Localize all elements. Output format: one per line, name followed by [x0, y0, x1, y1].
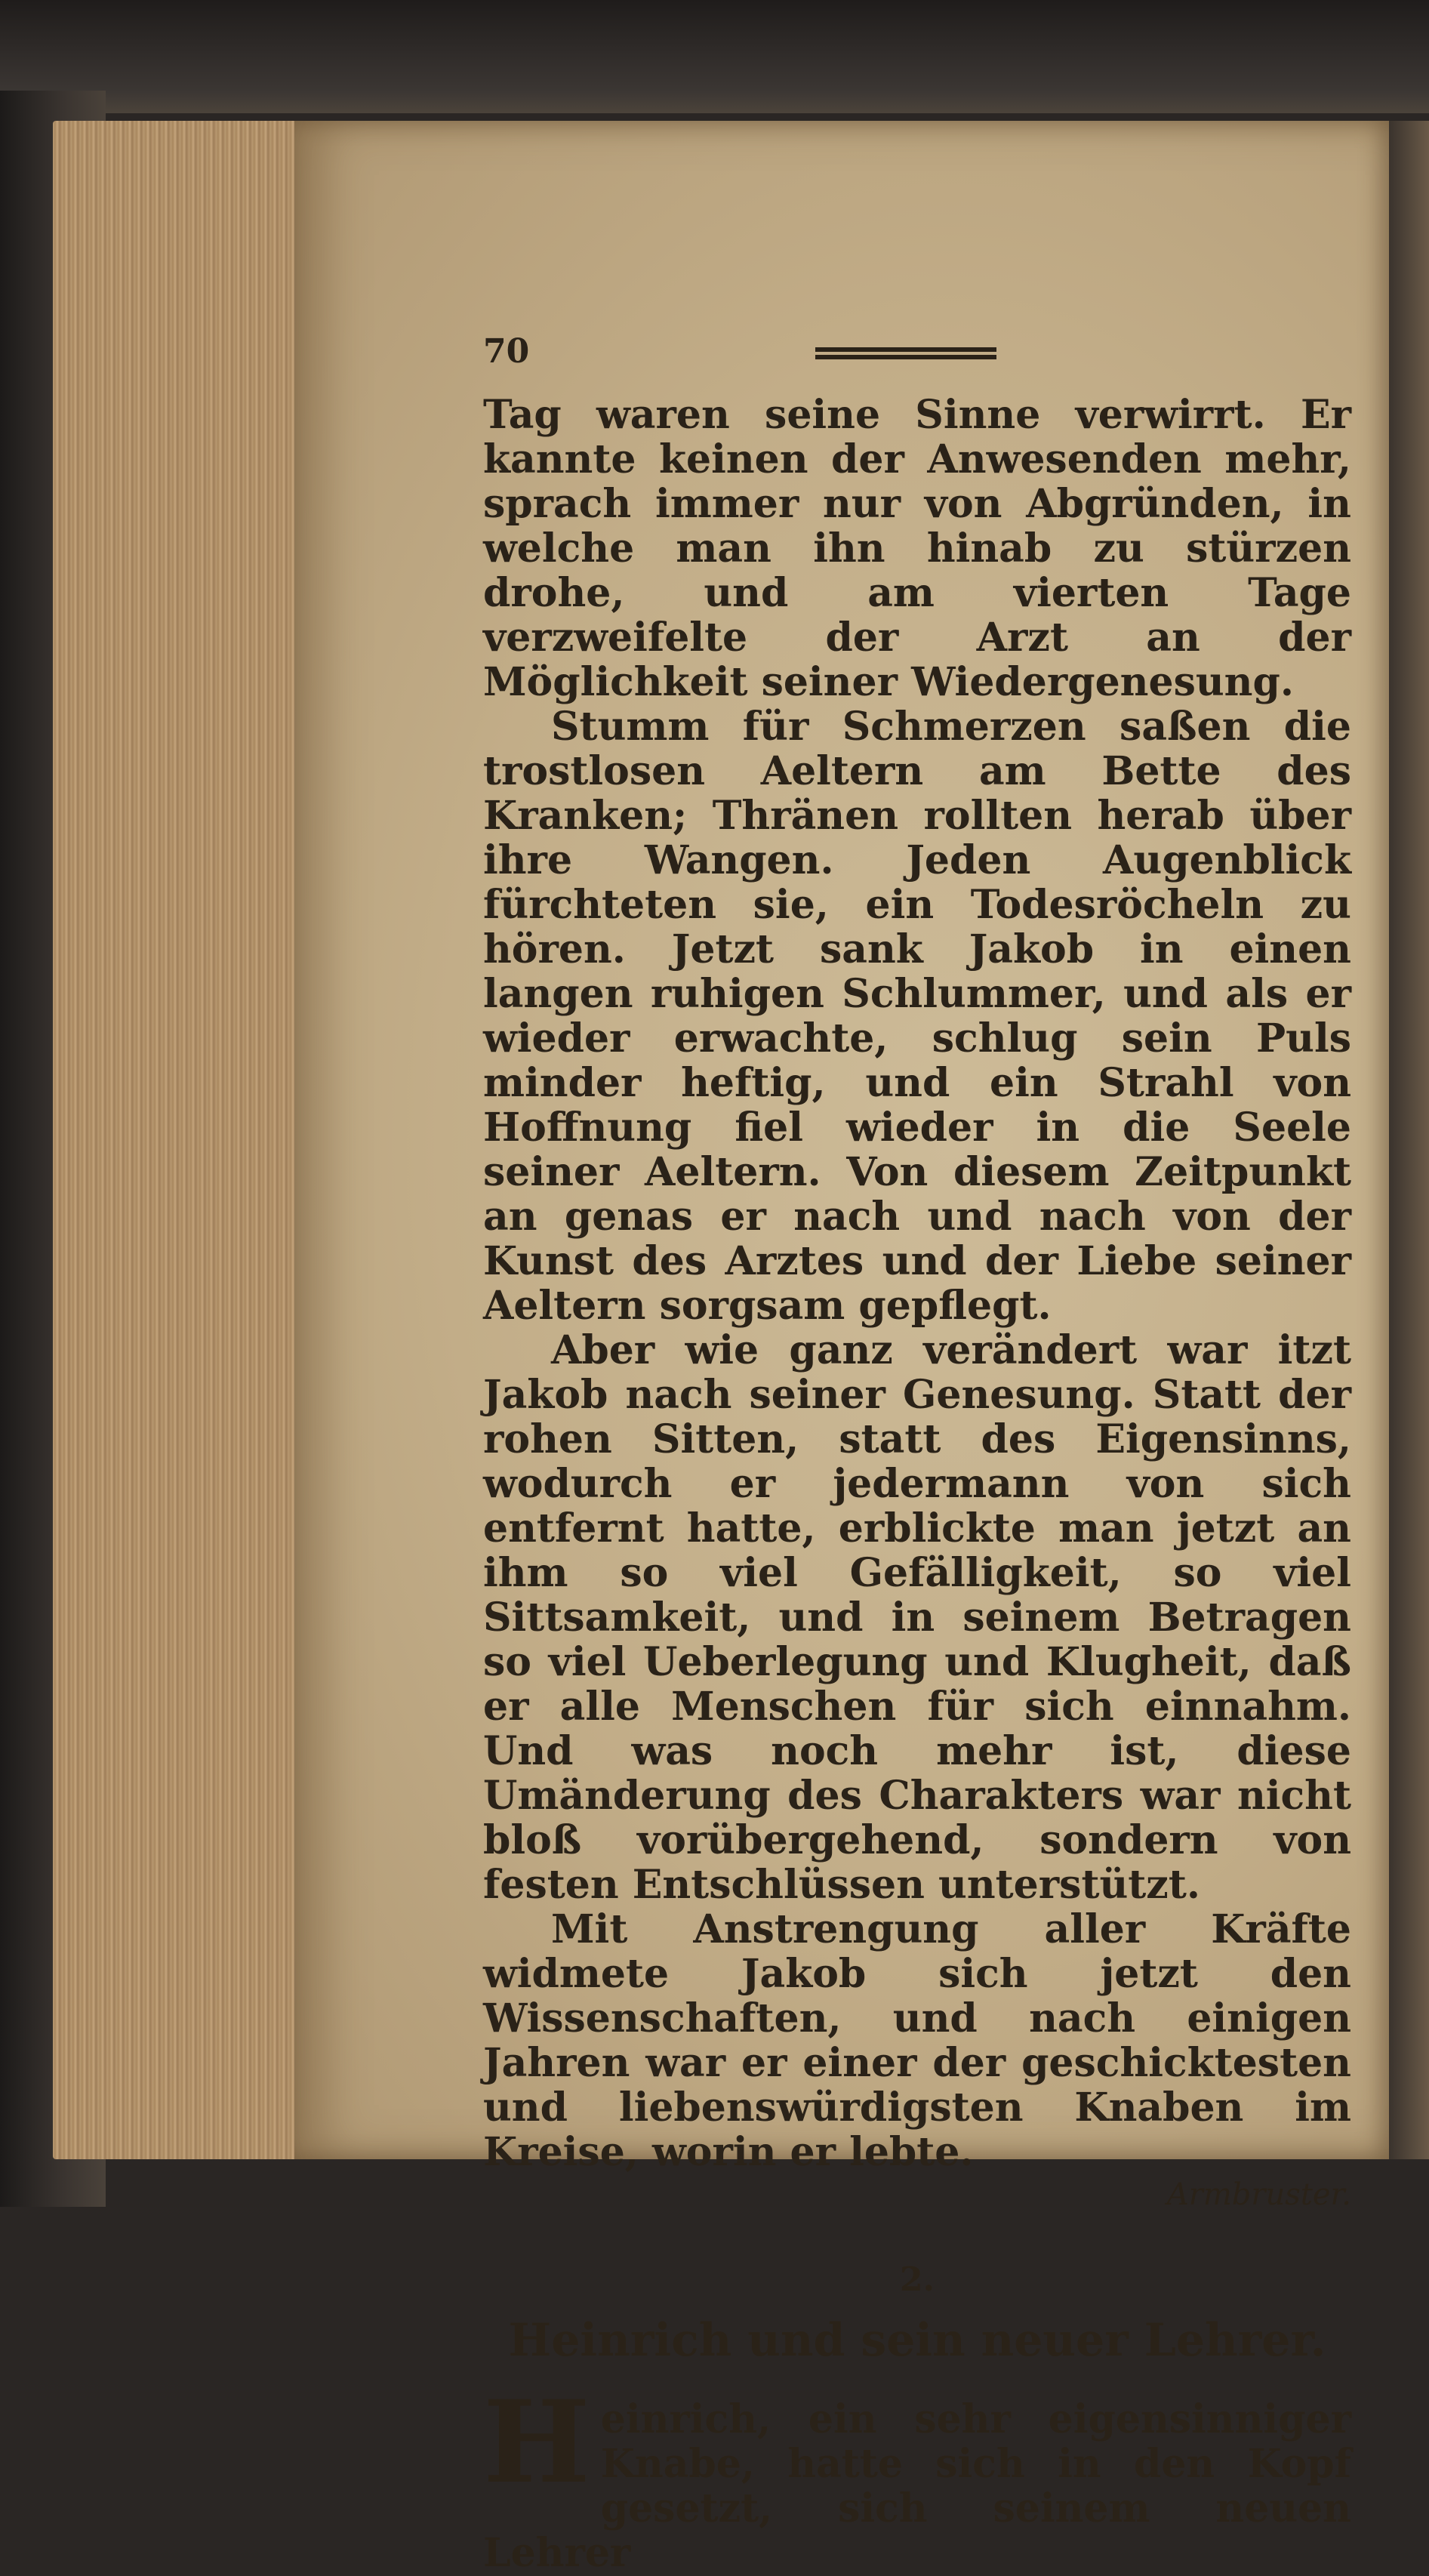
book-cover-top	[0, 0, 1429, 113]
facing-page-edge	[1389, 121, 1429, 2159]
paragraph: Stumm für Schmerzen saßen die trostlosen Aeltern am Bette des Kranken; Thränen rollten herab über ihre Wangen. Jeden Augenblick fürchteten sie, ein Todesröcheln zu hören. Jetzt sank Jakob in einen langen ruhigen Schlummer, und als er wieder erwachte, schlug sein Puls minder heftig, und ein Strahl von Hoffnung fiel wieder in die Seele seiner Aeltern. Von diesem Zeitpunkt an genas er nach und nach von der Kunst des Arztes und der Liebe seiner Aeltern sorgsam gepflegt.	[483, 704, 1351, 1329]
author-signature: Armbruster.	[1166, 2177, 1351, 2212]
section-opening-text: einrich, ein sehr eigensinniger Knabe, hatte sich in den Kopf gesetzt, sich seinem neuen Lehrer	[483, 2396, 1351, 2576]
page-text-block	[483, 332, 1351, 2575]
section-number: 2.	[900, 2260, 935, 2299]
section-opening-paragraph	[483, 2376, 1351, 2576]
paragraph: Aber wie ganz verändert war itzt Jakob nach seiner Genesung. Statt der rohen Sitten, statt des Eigensinns, wodurch er jedermann von sich entfernt hatte, erblickte man jetzt an ihm so viel Gefälligkeit, so viel Sittsamkeit, und in seinem Betragen so viel Ueberlegung und Klugheit, daß er alle Menschen für sich einnahm. Und was noch mehr ist, diese Umänderung des Charakters war nicht bloß vorübergehend, sondern von festen Entschlüssen unterstützt.	[483, 1327, 1351, 1908]
page-number: 70	[483, 332, 530, 371]
page-edges	[53, 121, 310, 2159]
paragraph: Tag waren seine Sinne verwirrt. Er kannte keinen der Anwesenden mehr, sprach immer nur von Abgründen, in welche man ihn hinab zu stürzen drohe, und am vierten Tage verzweifelte der Arzt an der Möglichkeit seiner Wiedergenesung.	[483, 392, 1351, 705]
section-title: Heinrich und sein neuer Lehrer.	[508, 2314, 1326, 2367]
header-ornament-rule	[815, 347, 996, 364]
page-header	[483, 332, 1351, 393]
paragraph: Mit Anstrengung aller Kräfte widmete Jakob sich jetzt den Wissenschaften, und nach einigen Jahren war er einer der geschicktesten und liebenswürdigsten Knaben im Kreise, worin er lebte.	[483, 1906, 1351, 2175]
drop-cap-initial: H	[483, 2376, 590, 2509]
